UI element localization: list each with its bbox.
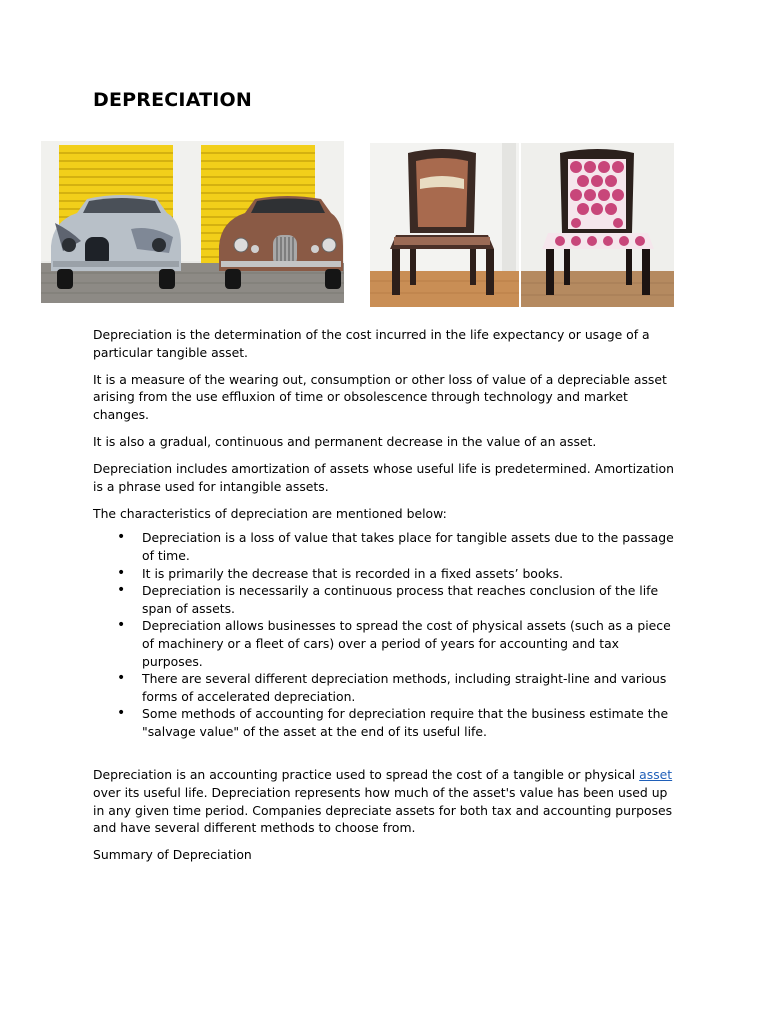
- paragraph-text: over its useful life. Depreciation represents how much of the asset's value has been used up in any given time period. Companies depreciate assets for both tax and accounting purposes and have several different methods to choose from.: [93, 785, 673, 836]
- paragraph: It is also a gradual, continuous and permanent decrease in the value of an asset.: [93, 433, 597, 449]
- list-item: • It is primarily the decrease that is recorded in a fixed assets’ books.: [142, 565, 677, 583]
- document-body: [93, 326, 677, 873]
- summary-heading: Summary of Depreciation: [93, 847, 252, 863]
- list-item: • Depreciation is necessarily a continuous process that reaches conclusion of the life span of assets.: [142, 582, 677, 617]
- paragraph: The characteristics of depreciation are mentioned below:: [93, 505, 447, 521]
- characteristics-list: [93, 529, 677, 740]
- chairs-photo: [370, 143, 674, 307]
- list-item: • Depreciation allows businesses to spread the cost of physical assets (such as a piece of machinery or a fleet of cars) over a period of years for accounting and tax purposes.: [142, 617, 677, 670]
- paragraph-text: Depreciation is an accounting practice used to spread the cost of a tangible or physical: [93, 767, 640, 783]
- list-item: • Some methods of accounting for depreciation require that the business estimate the "salvage value" of the asset at the end of its useful life.: [142, 705, 677, 740]
- page-title: DEPRECIATION: [93, 89, 253, 111]
- paragraph: Depreciation is the determination of the cost incurred in the life expectancy or usage of a particular tangible asset.: [93, 327, 650, 360]
- spacer: [93, 740, 677, 766]
- cars-photo: [41, 141, 344, 303]
- paragraph: [93, 766, 677, 836]
- asset-link[interactable]: asset: [639, 767, 673, 783]
- paragraph: It is a measure of the wearing out, consumption or other loss of value of a depreciable asset arising from the use effluxion of time or obsolescence through technology and market changes.: [93, 371, 667, 422]
- paragraph: Depreciation includes amortization of assets whose useful life is predetermined. Amortization is a phrase used for intangible assets.: [93, 461, 674, 494]
- list-item: • There are several different depreciation methods, including straight-line and various forms of accelerated depreciation.: [142, 670, 677, 705]
- list-item: • Depreciation is a loss of value that takes place for tangible assets due to the passage of time.: [142, 529, 677, 564]
